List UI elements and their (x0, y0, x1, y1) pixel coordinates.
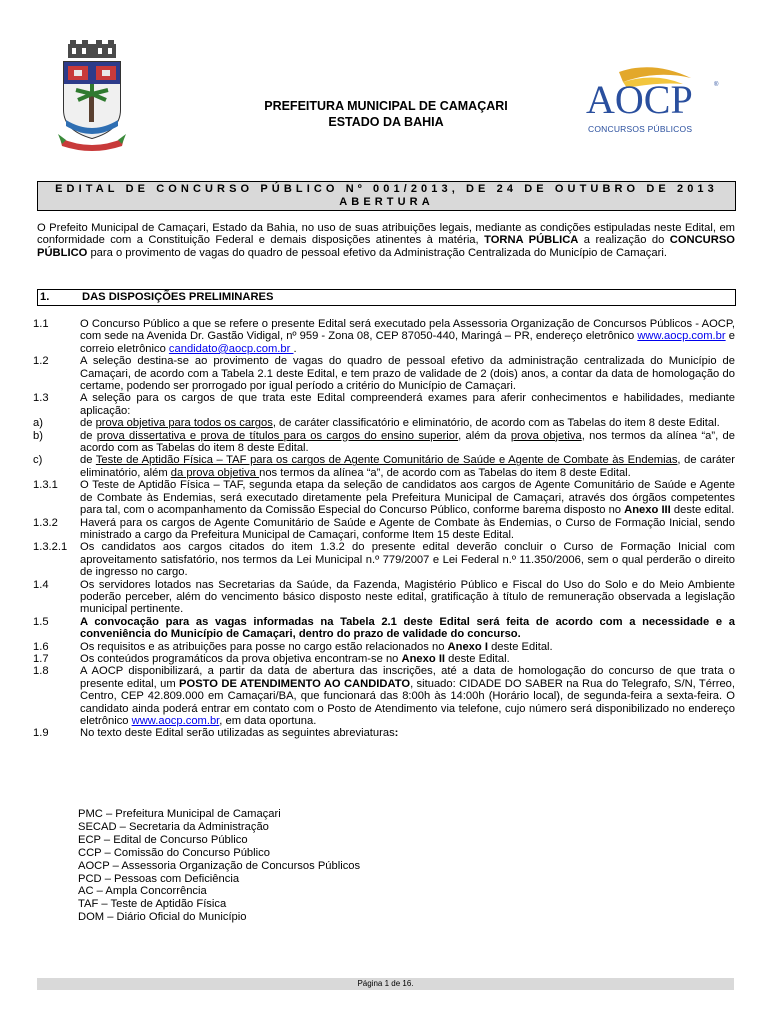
list-item (33, 430, 735, 455)
header-title (200, 98, 572, 130)
abbreviation-item: SECAD – Secretaria da Administração (78, 820, 269, 833)
item-text (80, 616, 735, 641)
item-bold: Anexo I (447, 640, 488, 653)
email-link[interactable]: candidato@aocp.com.br (168, 342, 294, 355)
edital-title-box (37, 181, 736, 211)
item-text-part: O Concurso Público a que se refere o presente Edital será executado pela Assessoria Organização de Concursos Públicos - AOCP, com sede na Avenida Dr. Gastão Vidigal, nº 959 - Zona 08, CEP 87050-440, Maringá – PR, endereço eletrônico (80, 318, 735, 343)
item-text-part: , nos termos da alínea “a”, de acordo com as Tabelas do item 8 deste Edital. (80, 429, 735, 455)
item-text (80, 641, 735, 653)
header-line-1: PREFEITURA MUNICIPAL DE CAMAÇARI (264, 99, 508, 113)
item-number: 1.3.1 (33, 479, 58, 492)
coat-of-arms-icon (58, 40, 126, 152)
edital-line-1: EDITAL DE CONCURSO PÚBLICO Nº 001/2013, DE 24 DE OUTUBRO DE 2013 (55, 183, 718, 195)
intro-text-3: para o provimento de vagas do quadro de pessoal efetivo da Administração Centralizada do Município de Camaçari. (87, 246, 667, 259)
item-underlined: prova dissertativa e prova de títulos para os cargos do ensino superior (96, 429, 459, 442)
item-bold: : (394, 727, 399, 740)
item-text: A seleção destina-se ao provimento de vagas do quadro de pessoal efetivo da administração centralizada do Município de Camaçari, de acordo com a Tabela 2.1 deste Edital, e tem prazo de validade de 2 (dois) anos, a contar da data de homologação do certame, podendo ser prorrogado por igual período a critério do Município de Camaçari. (80, 355, 735, 393)
abbreviation-item: PMC – Prefeitura Municipal de Camaçari (78, 808, 281, 820)
abbreviation-item: CCP – Comissão do Concurso Público (78, 846, 270, 859)
item-text-part: A AOCP disponibilizará, a partir da data de abertura das inscrições, até a data de homologação do concurso de que trata o presente edital, um (80, 665, 735, 690)
item-text-part: Os requisitos e as atribuições para posse no cargo estão relacionados no (80, 640, 448, 653)
abbreviation-item: TAF – Teste de Aptidão Física (78, 898, 227, 911)
item-text (80, 653, 735, 665)
item-text-part: , além da (458, 429, 511, 442)
list-item (33, 641, 735, 653)
page-footer (37, 978, 734, 990)
section-header (37, 289, 736, 306)
items-list (33, 318, 735, 740)
abbreviation-item: DOM – Diário Oficial do Município (78, 911, 247, 924)
item-text-part: deste Edital. (487, 640, 553, 653)
item-underlined: prova objetiva (510, 429, 582, 442)
item-text-part: . (293, 342, 297, 355)
item-text (80, 318, 735, 355)
item-bold: Anexo II (401, 652, 446, 665)
abbreviation-item: AC – Ampla Concorrência (78, 885, 207, 898)
intro-paragraph (37, 222, 735, 259)
item-text-part: No texto deste Edital serão utilizadas as seguintes abreviaturas (80, 727, 395, 740)
item-text-part: de (80, 454, 96, 467)
item-text: Os servidores lotados nas Secretarias da Saúde, da Fazenda, Magistério Público e Fiscal do Uso do Solo e do Meio Ambiente poderão perceber, além do vencimento básico disposto neste edital, gratificação à título de remuneração observada a legislação municipal pertinente. (80, 578, 735, 616)
intro-text-2: a realização do (578, 234, 670, 247)
item-text-part: Os conteúdos programáticos da prova objetiva encontram-se no (80, 652, 402, 665)
item-text: Haverá para os cargos de Agente Comunitário de Saúde e Agente de Combate às Endemias, o Curso de Formação Inicial, sendo ministrado a cargo da Prefeitura Municipal de Camaçari, conforme Item 15 deste Edital. (80, 516, 735, 541)
item-underlined: prova objetiva para todos os cargos (95, 417, 273, 430)
section-number: 1. (40, 291, 50, 303)
item-text-part: , situado: CIDADE DO SABER na Rua do Telegrafo, S/N, Térreo, Centro, CEP 42.809.000 em Camaçari/BA, que funcionará das 8:00h às 14:00h (Horário local), de segunda-feira a sexta-feira. O candidato ainda poderá entrar em contato com o Posto de Atendimento via telefone, cujo número será disponibilizado no endereço eletrônico (80, 677, 735, 727)
abbreviations-list (78, 808, 360, 924)
item-text-part: deste edital. (670, 504, 735, 517)
item-number: 1.5 (33, 615, 49, 628)
item-text-part: e correio eletrônico (80, 330, 735, 355)
item-bold: A convocação para as vagas informadas na Tabela 2.1 deste Edital será feita de acordo com a necessidade e a conveniência do Município de Camaçari, dentro do prazo de validade do concurso. (80, 615, 735, 641)
website-link[interactable]: www.aocp.com.br (637, 330, 726, 343)
item-text-part: , de caráter eliminatório, além (80, 454, 735, 479)
item-text-part: O Teste de Aptidão Física – TAF, segunda etapa da seleção de candidatos aos cargos de Agente Comunitário de Saúde e Agente de Combate às Endemias, será executado diretamente pela Prefeitura Municipal de Camaçari, através dos órgãos competentes para tal, com o acompanhamento da Comissão Especial do Concurso Público, conforme barema disposto no (80, 479, 735, 517)
item-number: 1.2 (33, 355, 49, 368)
item-number: 1.7 (33, 652, 49, 665)
list-item (33, 579, 735, 616)
item-text (80, 430, 735, 455)
item-text-part: , em data oportuna. (219, 715, 317, 727)
list-item (33, 454, 735, 479)
website-link[interactable]: www.aocp.com.br (131, 715, 220, 727)
item-number: b) (33, 429, 43, 442)
logo-subtitle: CONCURSOS PÚBLICOS (588, 124, 693, 134)
item-bold: POSTO DE ATENDIMENTO AO CANDIDATO (179, 677, 411, 690)
item-number: 1.9 (33, 727, 49, 740)
abbreviation-item: AOCP – Assessoria Organização de Concursos Públicos (78, 859, 361, 872)
item-number: 1.8 (33, 665, 49, 678)
item-text (80, 727, 735, 739)
item-number: a) (33, 417, 43, 430)
item-text-part: deste Edital. (445, 652, 510, 665)
list-item (33, 318, 735, 355)
item-text (80, 454, 735, 479)
list-item (33, 727, 735, 739)
abbreviation-item: ECP – Edital de Concurso Público (78, 833, 248, 846)
list-item (33, 517, 735, 542)
section-title: DAS DISPOSIÇÕES PRELIMINARES (82, 291, 274, 303)
item-underlined: da prova objetiva (170, 466, 260, 479)
header-line-2: ESTADO DA BAHIA (328, 115, 444, 129)
item-text-part: de (80, 429, 97, 442)
item-underlined: Teste de Aptidão Física – TAF para os cargos de Agente Comunitário de Saúde e Agente de Combate às Endemias (95, 454, 678, 467)
item-text: A seleção para os cargos de que trata este Edital compreenderá exames para aferir conhecimentos e habilidades, mediante aplicação: (80, 392, 735, 417)
item-text: Os candidatos aos cargos citados do item 1.3.2 do presente edital deverão concluir o Curso de Formação Inicial com aproveitamento satisfatório, nos termos da Lei Municipal n.º 779/2007 e Lei Federal n.º 11.350/2006, sem o qual perderão o direito de ingresso no cargo. (80, 541, 735, 579)
item-text-part: nos termos da alínea “a”, de acordo com as Tabelas do item 8 deste Edital. (259, 466, 631, 479)
item-number: c) (33, 454, 43, 467)
item-bold: Anexo III (624, 504, 671, 517)
item-number: 1.3.2.1 (33, 541, 68, 554)
item-number: 1.1 (33, 318, 49, 330)
list-item (33, 417, 735, 429)
item-text (80, 665, 735, 727)
list-item (33, 392, 735, 417)
logo-wordmark: AOCP (586, 77, 693, 122)
abbreviation-item: PCD – Pessoas com Deficiência (78, 872, 240, 885)
logo-registered-mark: ® (714, 82, 719, 88)
item-text-part: de (80, 417, 96, 430)
edital-line-2: ABERTURA (339, 196, 434, 208)
list-item (33, 355, 735, 392)
list-item (33, 665, 735, 727)
item-number: 1.3 (33, 392, 49, 405)
item-number: 1.4 (33, 578, 49, 591)
page-number: Página 1 de 16. (357, 979, 414, 988)
item-text (80, 479, 735, 516)
item-number: 1.3.2 (33, 516, 58, 529)
item-number: 1.6 (33, 640, 49, 653)
list-item (33, 653, 735, 665)
list-item (33, 479, 735, 516)
item-text (80, 417, 735, 429)
intro-bold-2: CONCURSO PÚBLICO (37, 234, 735, 259)
intro-bold-1: TORNA PÚBLICA (484, 234, 579, 247)
intro-text-1: O Prefeito Municipal de Camaçari, Estado da Bahia, no uso de suas atribuições legais, mediante as condições estipuladas neste Edital, em conformidade com a Constituição Federal e demais disposições atinentes à matéria, (37, 222, 735, 247)
list-item (33, 616, 735, 641)
list-item (33, 541, 735, 578)
item-text-part: , de caráter classificatório e eliminatório, de acordo com as Tabelas do item 8 deste Edital. (272, 417, 720, 430)
